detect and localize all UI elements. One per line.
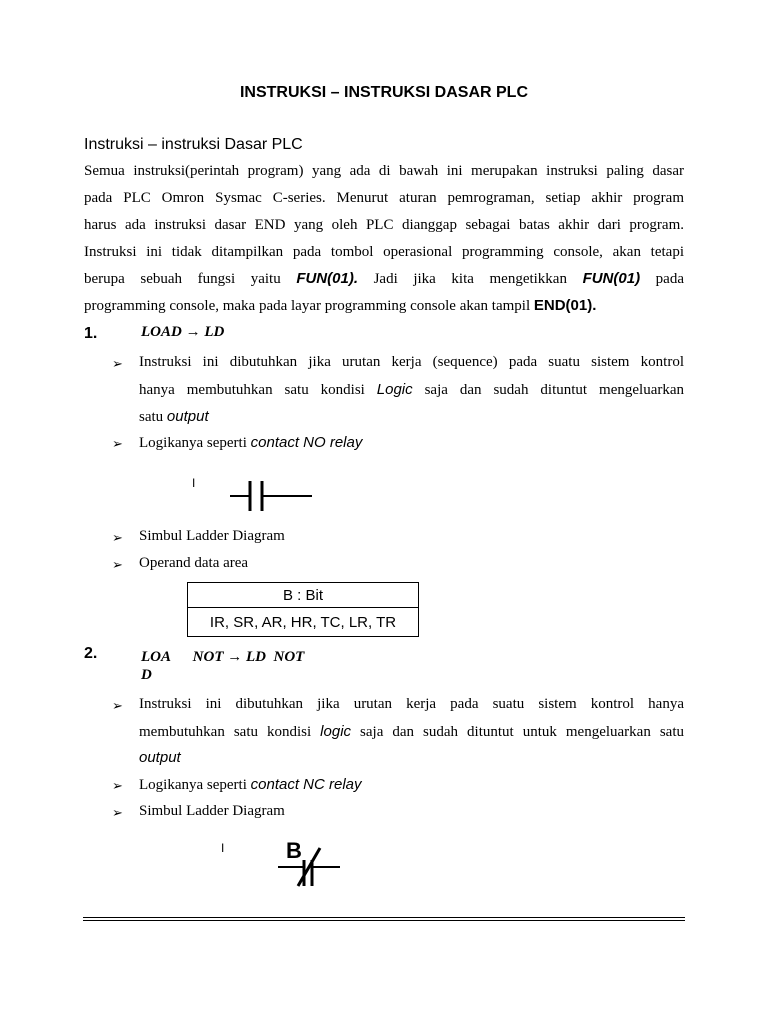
bullet-icon: ➢ [112, 436, 123, 451]
end-code: END(01). [533, 297, 597, 314]
diagram-mark: I [221, 841, 225, 855]
intro-line-6: programming console, maka pada layar programming console akan tampil END(01). [84, 297, 597, 314]
s1-desc-line-2: hanya membutuhkan satu kondisi Logic saja dan sudah dituntut mengeluarkan [139, 381, 685, 398]
intro-line-4: Instruksi ini tidak ditampilkan pada tombol operasional programming console, akan tetapi [84, 244, 684, 260]
section-heading: Instruksi – instruksi Dasar PLC [84, 136, 303, 153]
intro-line-1: Semua instruksi(perintah program) yang ada di bawah ini merupakan instruksi paling dasar [84, 163, 684, 179]
section-2-label-cont: D [141, 667, 152, 683]
intro-line-2: pada PLC Omron Sysmac C-series. Menurut aturan pemrograman, setiap akhir program [84, 190, 684, 206]
operand-table-value: IR, SR, AR, HR, TC, LR, TR [188, 608, 419, 637]
intro-line-5: berupa sebuah fungsi yaitu FUN(01). Jadi jika kita mengetikkan FUN(01) pada [84, 270, 684, 287]
bullet-icon: ➢ [112, 698, 123, 713]
s2-desc-line-3: output [139, 749, 181, 766]
s1-desc-line-1: Instruksi ini dibutuhkan jika urutan kerja (sequence) pada suatu sistem kontrol [139, 354, 684, 370]
bullet-icon: ➢ [112, 530, 123, 545]
nc-contact-label: B [286, 838, 302, 863]
section-1-label: LOAD → LD [141, 324, 225, 340]
fun-code-2: FUN(01) [582, 270, 641, 287]
diagram-mark: I [192, 476, 196, 490]
s2-desc-line-1: Instruksi ini dibutuhkan jika urutan kerja pada suatu sistem kontrol hanya [139, 696, 684, 712]
s1-operand-label: Operand data area [139, 555, 249, 571]
bullet-icon: ➢ [112, 356, 123, 371]
section-2-label: LOA NOT → LD NOT [141, 649, 305, 665]
bullet-icon: ➢ [112, 778, 123, 793]
section-2-number: 2. [84, 645, 98, 662]
operand-table-header: B : Bit [188, 583, 419, 608]
operand-table [187, 582, 419, 637]
section-1-number: 1. [84, 325, 98, 342]
s2-logic-line: Logikanya seperti contact NC relay [139, 776, 362, 793]
fun-code: FUN(01). [296, 270, 358, 287]
nc-contact-symbol-icon [276, 846, 342, 888]
footer-rule [83, 920, 685, 921]
s2-desc-line-2: membutuhkan satu kondisi logic saja dan sudah dituntut untuk mengeluarkan satu [139, 723, 684, 740]
bullet-icon: ➢ [112, 557, 123, 572]
bullet-icon: ➢ [112, 805, 123, 820]
s1-desc-line-3: satu output [139, 408, 209, 425]
footer-rule [83, 917, 685, 918]
s1-logic-line: Logikanya seperti contact NO relay [139, 434, 363, 451]
page-title: INSTRUKSI – INSTRUKSI DASAR PLC [239, 84, 529, 101]
s2-ladder-label: Simbul Ladder Diagram [139, 803, 285, 819]
intro-line-3: harus ada instruksi dasar END yang oleh PLC dianggap sebagai batas akhir dari program. [84, 217, 684, 233]
s1-ladder-label: Simbul Ladder Diagram [139, 528, 285, 544]
no-contact-symbol-icon [228, 478, 314, 514]
